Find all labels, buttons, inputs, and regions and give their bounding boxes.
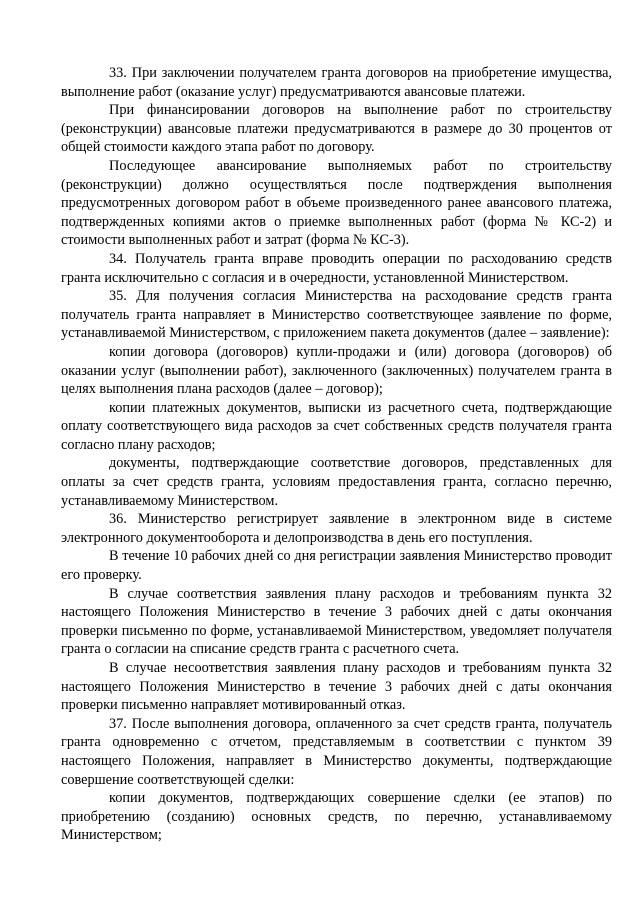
paragraph-36-registration: 36. Министерство регистрирует заявление в электронном виде в системе электронного документооборота и делопроизводства в день его поступления. [61, 511, 612, 546]
list-item-contract-copies: копии договора (договоров) купли-продажи и (или) договора (договоров) об оказании услуг (выполнении работ), заключенного (заключенных) получателем гранта в целях выполнения плана расходов (далее – договор); [61, 343, 612, 398]
paragraph-refusal-notice: В случае несоответствия заявления плану расходов и требованиям пункта 32 настоящего Положения Министерство в течение 3 рабочих дней с даты окончания проверки письменно направляет мотивированный отказ. [61, 660, 612, 714]
paragraph-35-consent-application: 35. Для получения согласия Министерства на расходование средств гранта получатель гранта направляет в Министерство соответствующее заявление по форме, устанавливаемой Министерством, с приложением пакета документов (далее – заявление): [61, 288, 612, 342]
paragraph-34-operations: 34. Получатель гранта вправе проводить операции по расходованию средств гранта исключительно с согласия и в очередности, установленной Министерством. [61, 250, 612, 286]
paragraph-review-period: В течение 10 рабочих дней со дня регистрации заявления Министерство проводит его проверку. [61, 548, 612, 584]
paragraph-subsequent-advances: Последующее авансирование выполняемых работ по строительству (реконструкции) должно осуществляться после подтверждения выполнения предусмотренных договором работ в объеме произведенного ранее авансового платежа, подтвержденных копиями актов о приемке выполненных работ (форма № КС-2) и стоимости выполненных работ и затрат (форма № КС-3). [61, 157, 612, 249]
paragraph-approval-notice: В случае соответствия заявления плану расходов и требованиям пункта 32 настоящего Положения Министерство в течение 3 рабочих дней с даты окончания проверки письменно по форме, устанавливаемой Министерством, уведомляет получателя гранта о согласии на списание средств гранта с расчетного счета. [61, 585, 612, 658]
list-item-compliance-documents: документы, подтверждающие соответствие договоров, представленных для оплаты за счет средств гранта, условиям предоставления гранта, согласно перечню, устанавливаемому Министерством. [61, 455, 612, 509]
paragraph-33-advance-payments: 33. При заключении получателем гранта договоров на приобретение имущества, выполнение работ (оказание услуг) предусматриваются авансовые платежи. [61, 65, 612, 100]
list-item-transaction-documents: копии документов, подтверждающих совершение сделки (ее этапов) по приобретению (созданию) основных средств, по перечню, устанавливаемому Министерством; [61, 790, 612, 844]
paragraph-37-post-contract: 37. После выполнения договора, оплаченного за счет средств гранта, получатель гранта одновременно с отчетом, представляемым в соответствии с пунктом 39 настоящего Положения, направляет в Министерство документы, подтверждающие совершение соответствующей сделки: [61, 715, 612, 788]
paragraph-construction-financing: При финансировании договоров на выполнение работ по строительству (реконструкции) авансовые платежи предусматриваются в размере до 30 процентов от общей стоимости каждого этапа работ по договору. [61, 102, 612, 156]
list-item-payment-documents: копии платежных документов, выписки из расчетного счета, подтверждающие оплату соответствующего вида расходов за счет собственных средств получателя гранта согласно плану расходов; [61, 399, 612, 453]
